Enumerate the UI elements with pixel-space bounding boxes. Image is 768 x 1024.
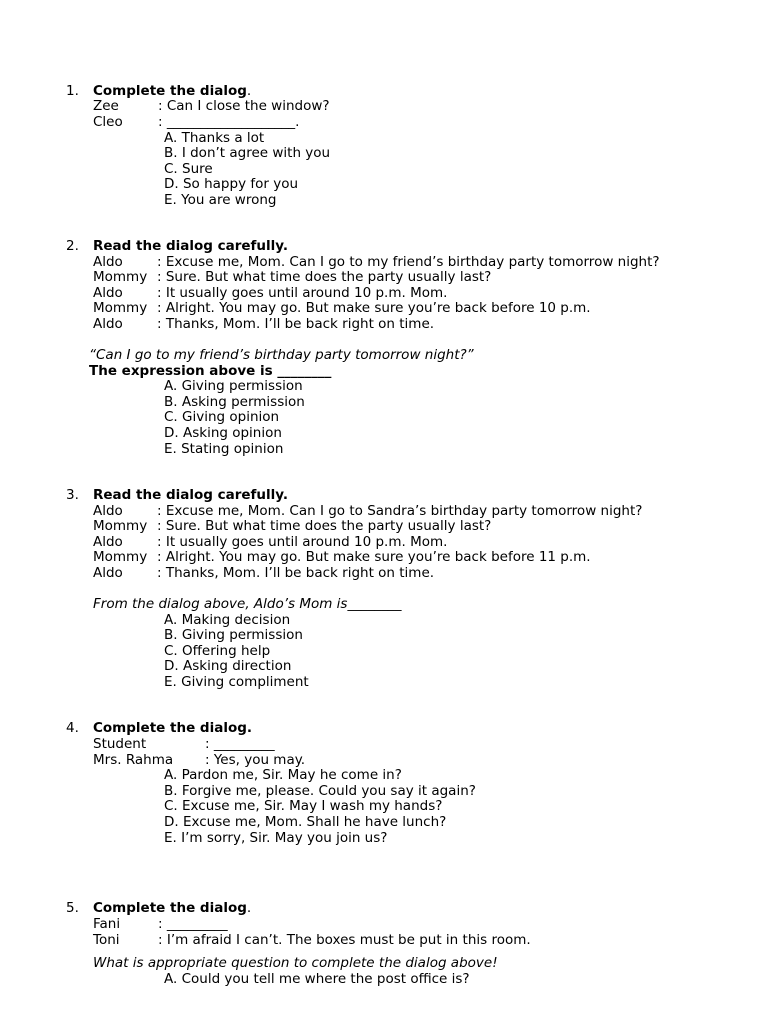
speaker-label: Aldo [93,254,123,270]
question-title: Complete the dialog. [93,720,253,736]
answer-option: A. Thanks a lot [164,130,265,146]
answer-option: B. Forgive me, please. Could you say it again? [164,783,476,799]
speaker-label: Mommy [93,518,148,534]
speaker-label: Aldo [93,503,123,519]
answer-option: D. So happy for you [164,176,299,192]
question-number: 2. [66,238,79,254]
speaker-label: Cleo [93,114,123,130]
answer-option: A. Could you tell me where the post office is? [164,971,470,987]
answer-option: C. Sure [164,161,213,177]
answer-option: A. Making decision [164,612,291,628]
dialog-line: : ___________________. [158,114,300,130]
dialog-line: : Yes, you may. [205,752,306,768]
dialog-line: : Sure. But what time does the party usually last? [157,269,492,285]
speaker-label: Aldo [93,534,123,550]
speaker-label: Mommy [93,269,148,285]
question-number: 3. [66,487,79,503]
answer-option: A. Giving permission [164,378,303,394]
answer-option: E. Stating opinion [164,441,284,457]
question-title: Read the dialog carefully. [93,487,288,503]
dialog-line: : Can I close the window? [158,98,330,114]
answer-option: C. Giving opinion [164,409,280,425]
speaker-label: Fani [93,916,121,932]
answer-option: B. I don’t agree with you [164,145,331,161]
dialog-line: : Thanks, Mom. I’ll be back right on time. [157,316,435,332]
speaker-label: Aldo [93,316,123,332]
dialog-line: : Excuse me, Mom. Can I go to my friend’s birthday party tomorrow night? [157,254,660,270]
answer-option: E. Giving compliment [164,674,309,690]
dialog-line: : It usually goes until around 10 p.m. Mom. [157,285,448,301]
answer-option: E. You are wrong [164,192,277,208]
question-title: Read the dialog carefully. [93,238,288,254]
dialog-line: : It usually goes until around 10 p.m. Mom. [157,534,448,550]
answer-option: B. Giving permission [164,627,303,643]
dialog-line: : Excuse me, Mom. Can I go to Sandra’s birthday party tomorrow night? [157,503,643,519]
question-title: Complete the dialog. [93,83,252,99]
speaker-label: Mommy [93,549,148,565]
answer-option: B. Asking permission [164,394,305,410]
dialog-line: : Alright. You may go. But make sure you’re back before 10 p.m. [157,300,591,316]
speaker-label: Mommy [93,300,148,316]
answer-option: A. Pardon me, Sir. May he come in? [164,767,402,783]
answer-option: C. Excuse me, Sir. May I wash my hands? [164,798,443,814]
question-title: Complete the dialog. [93,900,252,916]
speaker-label: Aldo [93,565,123,581]
dialog-line: : Sure. But what time does the party usually last? [157,518,492,534]
answer-option: D. Excuse me, Mom. Shall he have lunch? [164,814,447,830]
quoted-expression: “Can I go to my friend’s birthday party tomorrow night?” [89,347,474,363]
dialog-line: : I’m afraid I can’t. The boxes must be put in this room. [158,932,531,948]
question-number: 1. [66,83,79,99]
answer-option: D. Asking direction [164,658,292,674]
question-number: 4. [66,720,79,736]
answer-option: E. I’m sorry, Sir. May you join us? [164,830,388,846]
answer-option: D. Asking opinion [164,425,282,441]
question-number: 5. [66,900,79,916]
speaker-label: Aldo [93,285,123,301]
dialog-line: : _________ [205,736,275,752]
question-prompt: The expression above is ________ [89,363,332,379]
speaker-label: Zee [93,98,119,114]
dialog-line: : Thanks, Mom. I’ll be back right on time. [157,565,435,581]
question-prompt: From the dialog above, Aldo’s Mom is________ [93,596,402,612]
dialog-line: : Alright. You may go. But make sure you’re back before 11 p.m. [157,549,591,565]
answer-option: C. Offering help [164,643,271,659]
question-prompt: What is appropriate question to complete the dialog above! [93,955,498,971]
dialog-line: : _________ [158,916,228,932]
speaker-label: Toni [93,932,120,948]
speaker-label: Mrs. Rahma [93,752,174,768]
speaker-label: Student [93,736,147,752]
